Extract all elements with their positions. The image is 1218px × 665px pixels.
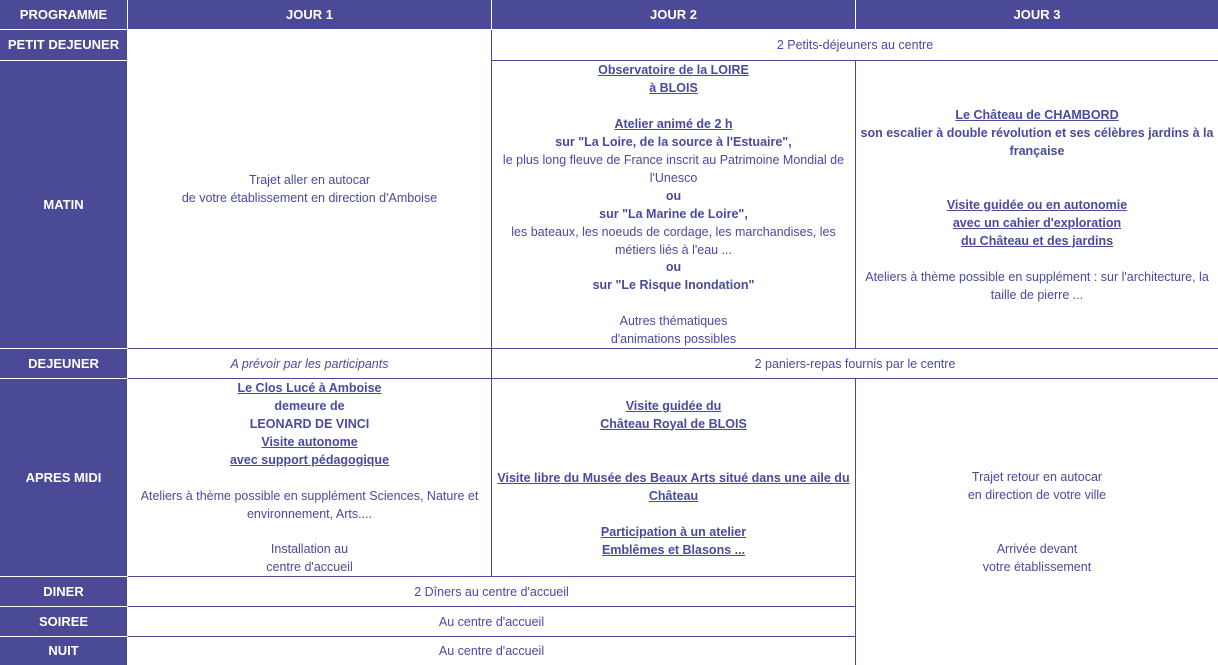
chambord-desc: son escalier à double révolution et ses célèbres jardins à la française [860, 125, 1214, 158]
cell-nuit-jour1-2 [128, 637, 856, 665]
row-label-dejeuner [0, 349, 128, 379]
row-label-text: DEJEUNER [28, 355, 99, 371]
row-label-matin [0, 61, 128, 349]
row-label-soiree [0, 607, 128, 637]
installation-line2: centre d'accueil [266, 560, 353, 574]
arrivee-line1: Arrivée devant [996, 542, 1078, 556]
row-label-petit-dejeuner [0, 30, 128, 61]
atelier-sujet-inondation: sur "Le Risque Inondation" [592, 278, 755, 293]
cell-jour1-dejeuner [128, 349, 492, 379]
header-jour3 [856, 0, 1218, 30]
visite-guidee-link[interactable]: Visite guidée ou en autonomie [946, 197, 1128, 212]
petit-dejeuner-text: 2 Petits-déjeuners au centre [776, 38, 934, 52]
visite-autonome-link[interactable]: Visite autonome [261, 435, 358, 449]
atelier-sujet-marine: sur "La Marine de Loire", [599, 206, 748, 221]
row-label-text: APRES MIDI [25, 469, 102, 485]
ou-separator-1: ou [665, 188, 682, 203]
cell-jour2-apres-midi [492, 379, 856, 577]
leonard-text: LEONARD DE VINCI [249, 417, 370, 431]
diner-text: 2 Dîners au centre d'accueil [414, 584, 569, 599]
nuit-text: Au centre d'accueil [438, 644, 545, 658]
row-label-text: PETIT DEJEUNER [7, 37, 120, 52]
cell-jour3-matin [856, 61, 1218, 349]
emblemes-blasons-link[interactable]: Emblêmes et Blasons ... [601, 542, 746, 557]
header-programme-label: PROGRAMME [19, 6, 108, 22]
row-label-apres-midi [0, 379, 128, 577]
cell-petit-dejeuner-jour2-3 [492, 30, 1218, 61]
header-jour1 [128, 0, 492, 30]
autres-thematiques-line2: d'animations possibles [610, 332, 737, 346]
trajet-retour-line1: Trajet retour en autocar [971, 470, 1103, 484]
header-jour1-label: JOUR 1 [286, 6, 333, 22]
ateliers-theme-jour1: Ateliers à thème possible en supplément Sciences, Nature et environnement, Arts.... [140, 488, 479, 521]
matin-jour1-line2: de votre établissement en direction d'Amboise [181, 191, 438, 205]
atelier-link[interactable]: Atelier animé de 2 h [614, 116, 733, 131]
header-jour3-label: JOUR 3 [1013, 6, 1061, 22]
cell-jour3-apres-midi [856, 379, 1218, 665]
autres-thematiques-line1: Autres thématiques [619, 314, 728, 328]
matin-jour1-line1: Trajet aller en autocar [248, 173, 371, 187]
row-label-text: MATIN [43, 196, 84, 212]
visite-guidee-blois-link[interactable]: Visite guidée du [625, 398, 722, 413]
header-jour2 [492, 0, 856, 30]
dejeuner-jour2-3-text: 2 paniers-repas fournis par le centre [754, 356, 956, 371]
row-label-text: DINER [43, 583, 84, 599]
row-label-text: NUIT [48, 643, 79, 658]
musee-beaux-arts-link[interactable]: Visite libre du Musée des Beaux Arts situé dans une aile du Château [497, 470, 850, 503]
row-label-nuit [0, 637, 128, 665]
soiree-text: Au centre d'accueil [438, 614, 545, 629]
ateliers-theme-jour3: Ateliers à thème possible en supplément : sur l'architecture, la taille de pierre ... [865, 269, 1209, 302]
demeure-de-text: demeure de [274, 399, 345, 413]
cell-jour1-matin [128, 30, 492, 349]
support-pedagogique-link[interactable]: avec support pédagogique [229, 453, 390, 467]
chateau-royal-blois-link[interactable]: Château Royal de BLOIS [600, 416, 747, 431]
ou-separator-2: ou [665, 260, 682, 275]
header-jour2-label: JOUR 2 [650, 6, 697, 22]
dejeuner-jour1-text: A prévoir par les participants [230, 356, 389, 371]
cell-jour1-apres-midi [128, 379, 492, 577]
row-label-diner [0, 577, 128, 607]
chambord-link[interactable]: Le Château de CHAMBORD [955, 107, 1119, 122]
arrivee-line2: votre établissement [982, 560, 1092, 574]
trajet-retour-line2: en direction de votre ville [967, 488, 1107, 502]
clos-luce-link[interactable]: Le Clos Lucé à Amboise [237, 381, 382, 395]
installation-line1: Installation au [270, 542, 349, 556]
chateau-jardins-link[interactable]: du Château et des jardins [960, 233, 1114, 248]
cell-diner-jour1-2 [128, 577, 856, 607]
header-programme [0, 0, 128, 30]
cell-dejeuner-jour2-3 [492, 349, 1218, 379]
atelier-desc-loire: le plus long fleuve de France inscrit au Patrimoine Mondial de l'Unesco [502, 152, 845, 185]
cell-soiree-jour1-2 [128, 607, 856, 637]
atelier-desc-marine: les bateaux, les noeuds de cordage, les marchandises, les métiers liés à l'eau ... [511, 224, 836, 257]
observatoire-link[interactable]: Observatoire de la LOIRE [598, 63, 749, 77]
cell-jour2-matin [492, 61, 856, 349]
atelier-sujet-loire: sur "La Loire, de la source à l'Estuaire", [555, 134, 792, 149]
participation-atelier-link[interactable]: Participation à un atelier [600, 524, 747, 539]
observatoire-blois-link[interactable]: à BLOIS [649, 81, 698, 95]
cahier-exploration-link[interactable]: avec un cahier d'exploration [952, 215, 1122, 230]
row-label-text: SOIREE [38, 613, 89, 629]
